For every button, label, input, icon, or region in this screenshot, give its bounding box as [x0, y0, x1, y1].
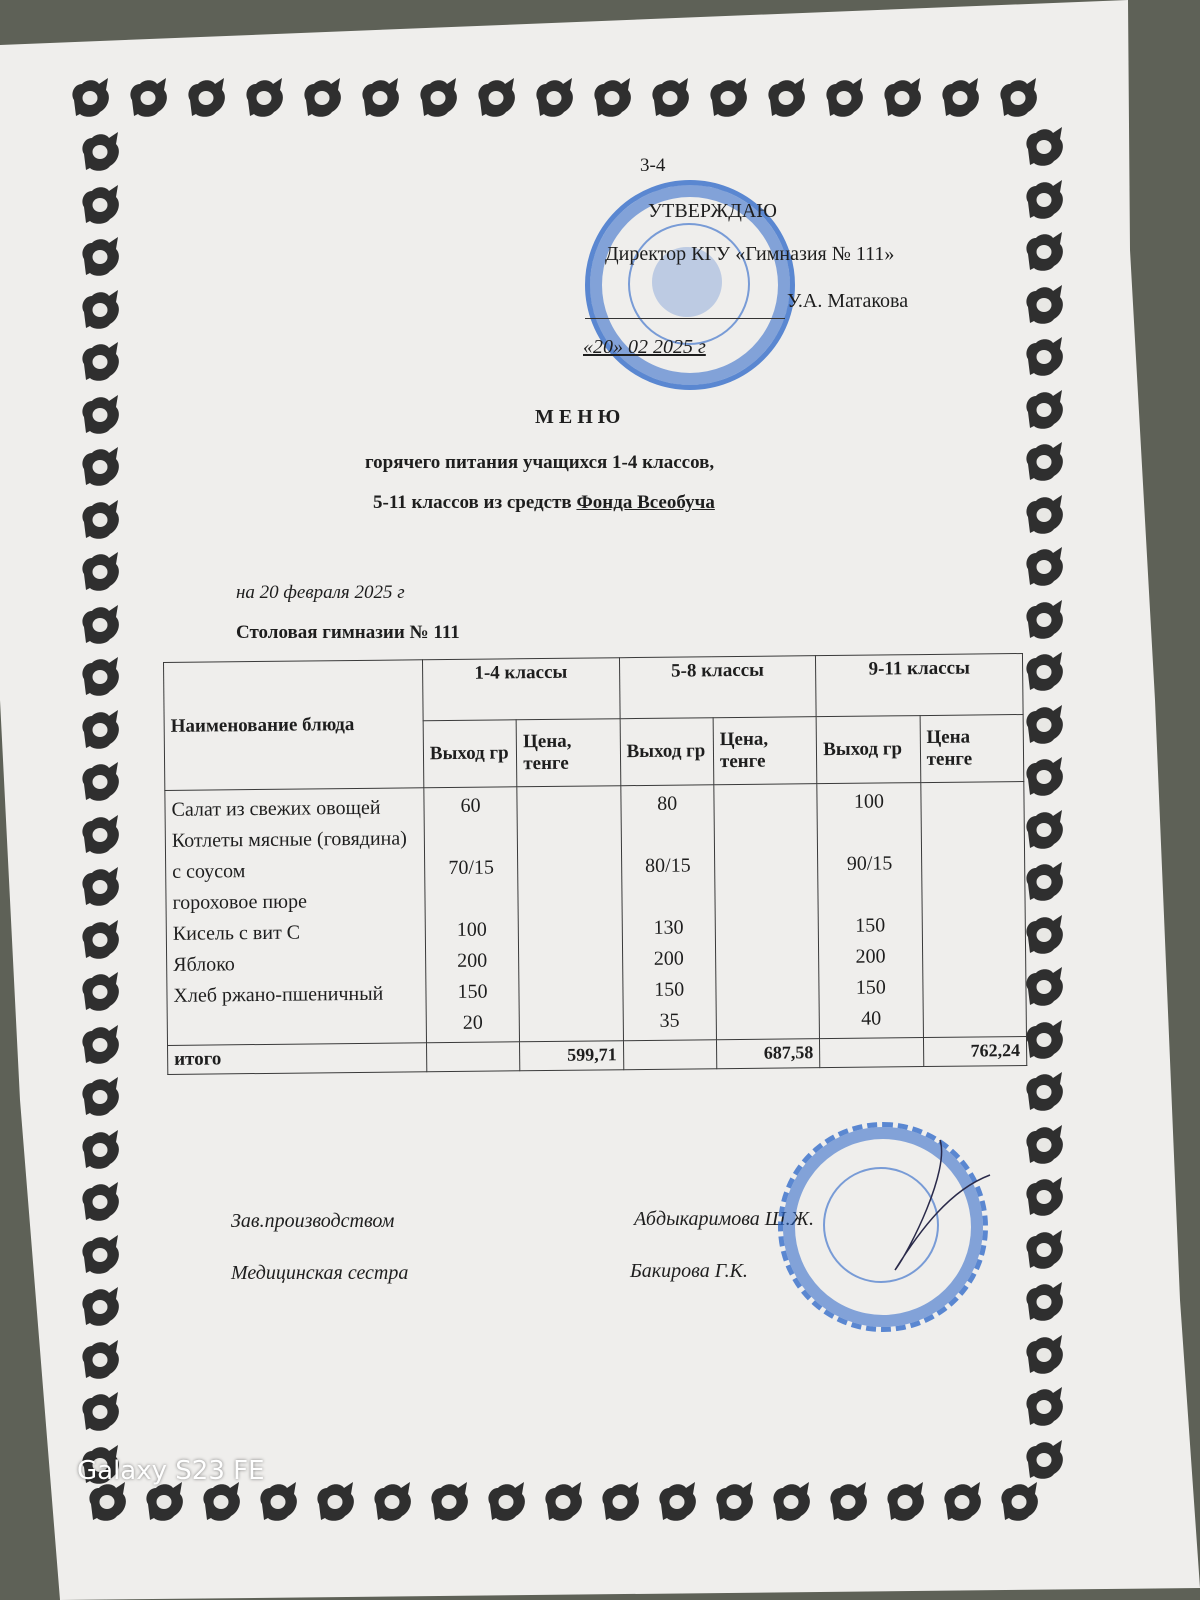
ornament-icon	[1022, 545, 1068, 591]
approval-position: Директор КГУ «Гимназия № 111»	[605, 243, 895, 265]
ornament-icon	[370, 1480, 416, 1526]
ornament-icon	[883, 1480, 929, 1526]
ornament-icon	[78, 183, 124, 229]
ornament-icon	[78, 865, 124, 911]
ornament-icon	[78, 603, 124, 649]
empty-cell	[426, 1042, 520, 1072]
total-label: итого	[168, 1043, 427, 1075]
table-header-row	[164, 653, 1024, 723]
ornament-icon	[1022, 650, 1068, 696]
ornament-icon	[78, 970, 124, 1016]
ornament-border-top	[68, 76, 1042, 122]
ornament-icon	[78, 340, 124, 386]
ornament-icon	[427, 1480, 473, 1526]
portion-value: 200	[653, 947, 684, 970]
ornament-icon	[78, 445, 124, 491]
subheader-price: Цена, тенге	[713, 717, 817, 785]
menu-title: М Е Н Ю	[535, 406, 621, 428]
signature-name-1: Абдыкаримова Ш.Ж.	[634, 1208, 814, 1230]
ornament-icon	[78, 918, 124, 964]
dish-item: Яблоко	[173, 953, 235, 976]
portion-value: 100	[853, 790, 885, 813]
ornament-icon	[1022, 493, 1068, 539]
ornament-icon	[938, 76, 984, 122]
dish-item: Кисель с вит С	[172, 921, 301, 945]
signature-line	[585, 318, 785, 319]
total-5-8: 687,58	[716, 1039, 820, 1069]
portion-value: 70/15	[448, 856, 495, 880]
subheader-portion: Выход гр	[423, 720, 517, 788]
ornament-icon	[78, 550, 124, 596]
approval-heading: УТВЕРЖДАЮ	[648, 200, 777, 222]
ornament-icon	[1022, 335, 1068, 381]
ornament-icon	[1022, 1280, 1068, 1326]
ornament-icon	[358, 76, 404, 122]
ornament-border-right	[1022, 125, 1068, 1484]
ornament-icon	[1022, 1018, 1068, 1064]
dish-item: Хлеб ржано-пшеничный	[173, 982, 384, 1007]
ornament-icon	[769, 1480, 815, 1526]
portion-value: 60	[460, 794, 481, 817]
empty-cell	[623, 1040, 717, 1070]
ornament-icon	[1022, 440, 1068, 486]
menu-table	[163, 653, 1027, 1075]
dish-list	[165, 788, 427, 1046]
ornament-icon	[1022, 1385, 1068, 1431]
dish-header: Наименование блюда	[164, 660, 424, 791]
total-9-11: 762,24	[923, 1036, 1027, 1066]
ornament-icon	[242, 76, 288, 122]
table-row-dishes	[165, 781, 1027, 1045]
price-1-4	[517, 786, 623, 1042]
ornament-icon	[1022, 598, 1068, 644]
ornament-icon	[78, 1128, 124, 1174]
portion-value: 200	[855, 945, 886, 968]
ornament-icon	[822, 76, 868, 122]
dish-item: гороховое пюре	[172, 890, 308, 914]
portions-9-11	[817, 783, 923, 1039]
ornament-icon	[484, 1480, 530, 1526]
ornament-icon	[184, 76, 230, 122]
ornament-icon	[648, 76, 694, 122]
portion-value: 150	[654, 978, 685, 1001]
ornament-icon	[78, 813, 124, 859]
portion-value: 40	[861, 1007, 882, 1030]
ornament-icon	[142, 1480, 188, 1526]
ornament-icon	[1022, 1228, 1068, 1274]
ornament-icon	[996, 76, 1042, 122]
group-header-9-11: 9-11 классы	[816, 653, 1023, 716]
ornament-icon	[78, 655, 124, 701]
ornament-border-left	[78, 130, 124, 1489]
menu-subtitle-2	[373, 492, 715, 514]
ornament-icon	[1022, 808, 1068, 854]
ornament-icon	[78, 1285, 124, 1331]
canteen-name: Столовая гимназии № 111	[236, 622, 460, 643]
subtitle-prefix: 5-11 классов из средств	[373, 492, 577, 513]
handwritten-signature	[880, 1130, 1000, 1290]
ornament-icon	[655, 1480, 701, 1526]
ornament-icon	[940, 1480, 986, 1526]
ornament-icon	[78, 1390, 124, 1436]
ornament-icon	[590, 76, 636, 122]
portion-value: 80/15	[644, 854, 691, 877]
ornament-icon	[78, 1180, 124, 1226]
portion-value: 150	[457, 980, 488, 1003]
ornament-icon	[78, 1023, 124, 1069]
ornament-icon	[78, 708, 124, 754]
ornament-icon	[1022, 388, 1068, 434]
ornament-icon	[541, 1480, 587, 1526]
ornament-icon	[598, 1480, 644, 1526]
ornament-icon	[1022, 1123, 1068, 1169]
price-5-8	[714, 784, 820, 1040]
ornament-icon	[532, 76, 578, 122]
total-1-4: 599,71	[520, 1041, 624, 1071]
group-header-1-4: 1-4 классы	[422, 658, 619, 721]
ornament-icon	[1022, 755, 1068, 801]
signature-role-2: Медицинская сестра	[231, 1262, 409, 1284]
ornament-icon	[1022, 965, 1068, 1011]
ornament-icon	[78, 235, 124, 281]
ornament-icon	[764, 76, 810, 122]
portion-value: 150	[855, 914, 886, 937]
ornament-icon	[1022, 178, 1068, 224]
approval-name: У.А. Матакова	[787, 290, 909, 312]
ornament-icon	[1022, 913, 1068, 959]
ornament-icon	[1022, 1070, 1068, 1116]
portion-value: 35	[659, 1009, 680, 1032]
ornament-icon	[416, 76, 462, 122]
subheader-portion: Выход гр	[620, 718, 714, 786]
price-9-11	[920, 781, 1026, 1037]
ornament-icon	[300, 76, 346, 122]
approval-date: «20» 02 2025 г	[583, 336, 706, 358]
ornament-icon	[78, 760, 124, 806]
signature-role-1: Зав.производством	[231, 1210, 395, 1232]
ornament-icon	[68, 76, 114, 122]
menu-subtitle-1: горячего питания учащихся 1-4 классов,	[365, 452, 715, 473]
menu-date: на 20 февраля 2025 г	[236, 582, 405, 603]
ornament-icon	[1022, 230, 1068, 276]
ornament-icon	[78, 288, 124, 334]
ornament-icon	[78, 1338, 124, 1384]
ornament-icon	[1022, 860, 1068, 906]
dish-item: Салат из свежих овощей	[171, 796, 381, 821]
ornament-icon	[474, 76, 520, 122]
ornament-icon	[1022, 703, 1068, 749]
ornament-icon	[78, 393, 124, 439]
ornament-icon	[706, 76, 752, 122]
subheader-portion: Выход гр	[816, 716, 920, 784]
portion-value: 150	[855, 976, 886, 999]
dish-item: Котлеты мясные (говядина) с соусом	[171, 827, 407, 883]
ornament-icon	[78, 1075, 124, 1121]
ornament-icon	[313, 1480, 359, 1526]
ornament-icon	[78, 498, 124, 544]
ornament-icon	[880, 76, 926, 122]
ornament-icon	[1022, 125, 1068, 171]
portion-value: 20	[462, 1011, 483, 1034]
fund-name: Фонда Всеобуча	[576, 492, 715, 513]
page-marker: 3-4	[640, 155, 666, 176]
ornament-icon	[1022, 1333, 1068, 1379]
camera-watermark: Galaxy S23 FE	[77, 1456, 265, 1486]
ornament-icon	[826, 1480, 872, 1526]
portions-5-8	[620, 785, 716, 1041]
ornament-icon	[1022, 1438, 1068, 1484]
ornament-icon	[997, 1480, 1043, 1526]
ornament-icon	[256, 1480, 302, 1526]
ornament-icon	[126, 76, 172, 122]
empty-cell	[820, 1038, 924, 1068]
portion-value: 90/15	[846, 852, 893, 875]
portion-value: 200	[457, 949, 488, 972]
ornament-icon	[78, 1233, 124, 1279]
group-header-5-8: 5-8 классы	[619, 656, 816, 719]
ornament-icon	[78, 130, 124, 176]
signature-name-2: Бакирова Г.К.	[630, 1260, 748, 1282]
ornament-icon	[1022, 1175, 1068, 1221]
portion-value: 130	[653, 916, 684, 939]
ornament-icon	[1022, 283, 1068, 329]
portions-1-4	[424, 787, 520, 1043]
portion-value: 100	[456, 918, 487, 941]
portion-value: 80	[657, 792, 678, 815]
ornament-icon	[199, 1480, 245, 1526]
subheader-price: Цена, тенге	[516, 719, 620, 787]
subheader-price: Цена тенге	[920, 714, 1024, 782]
ornament-icon	[712, 1480, 758, 1526]
ornament-border-bottom	[85, 1480, 1043, 1526]
